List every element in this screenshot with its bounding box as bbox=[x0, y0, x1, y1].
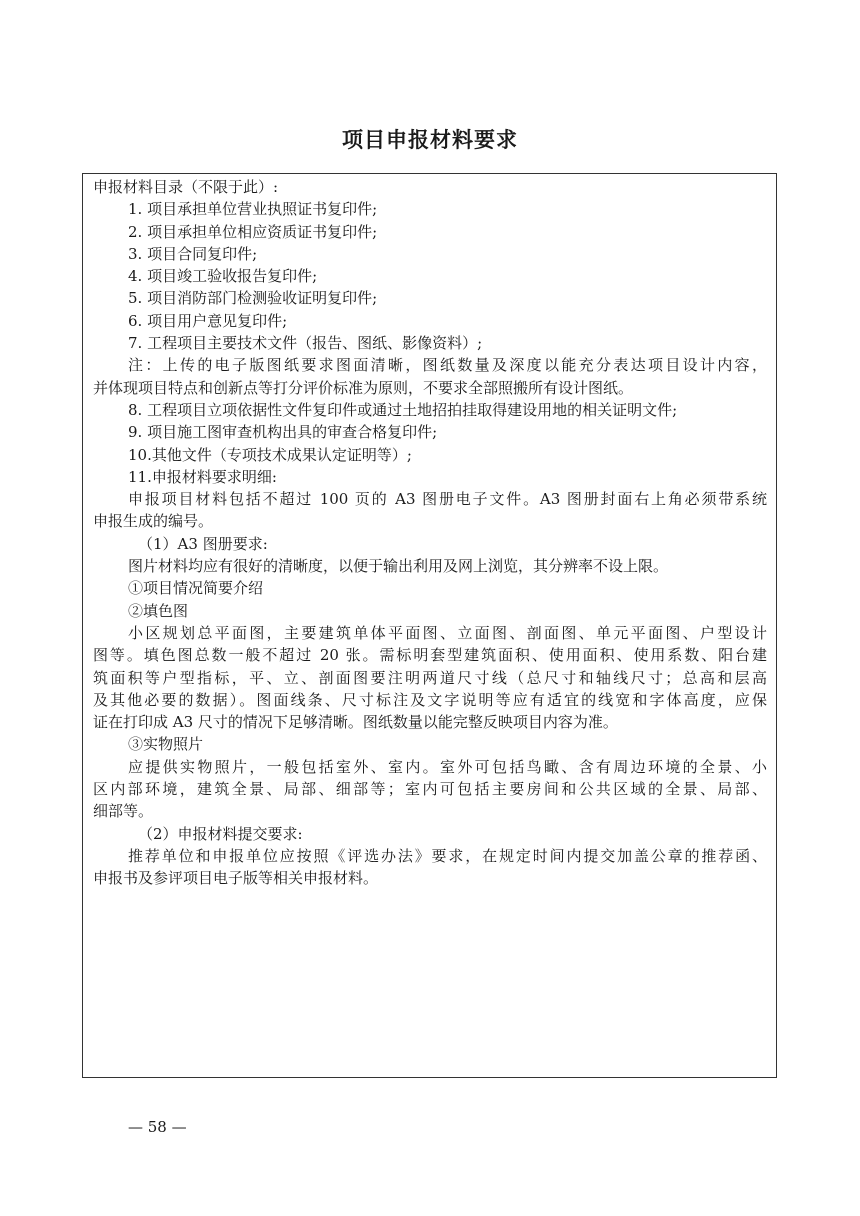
list-item: 4. 项目竣工验收报告复印件; bbox=[128, 267, 318, 286]
paragraph-text: 细部等。 bbox=[93, 802, 154, 821]
list-item: 3. 项目合同复印件; bbox=[128, 244, 258, 263]
note-text: 注：上传的电子版图纸要求图面清晰，图纸数量及深度以能充分表达项目设计内容， bbox=[128, 356, 767, 375]
list-item: 11.申报材料要求明细: bbox=[128, 467, 277, 486]
requirements-content bbox=[93, 176, 767, 890]
paragraph-text: 应提供实物照片，一般包括室外、室内。室外可包括鸟瞰、含有周边环境的全景、小 bbox=[128, 757, 767, 776]
list-item: 10.其他文件（专项技术成果认定证明等）; bbox=[128, 445, 412, 464]
subsection-item: ②填色图 bbox=[128, 601, 189, 620]
list-item: 7. 工程项目主要技术文件（报告、图纸、影像资料）; bbox=[128, 334, 483, 353]
paragraph-text: 申报书及参评项目电子版等相关申报材料。 bbox=[93, 869, 379, 888]
paragraph-text: 推荐单位和申报单位应按照《评选办法》要求，在规定时间内提交加盖公章的推荐函、 bbox=[128, 846, 767, 865]
list-item: 1. 项目承担单位营业执照证书复印件; bbox=[128, 200, 378, 219]
page-title: 项目申报材料要求 bbox=[342, 128, 518, 152]
list-item: 8. 工程项目立项依据性文件复印件或通过土地招拍挂取得建设用地的相关证明文件; bbox=[128, 400, 678, 419]
paragraph-text: 申报项目材料包括不超过 100 页的 A3 图册电子文件。A3 图册封面右上角必须带系统 bbox=[128, 490, 767, 509]
list-item: 6. 项目用户意见复印件; bbox=[128, 311, 288, 330]
subsection-item: ③实物照片 bbox=[128, 735, 204, 754]
paragraph-text: 筑面积等户型指标，平、立、剖面图要注明两道尺寸线（总尺寸和轴线尺寸；总高和层高 bbox=[93, 668, 767, 687]
paragraph-text: 申报生成的编号。 bbox=[93, 512, 214, 531]
paragraph-text: 图等。填色图总数一般不超过 20 张。需标明套型建筑面积、使用面积、使用系数、阳台建 bbox=[93, 646, 767, 665]
list-item: 5. 项目消防部门检测验收证明复印件; bbox=[128, 289, 378, 308]
requirements-table bbox=[82, 173, 777, 1078]
list-item: 9. 项目施工图审查机构出具的审查合格复印件; bbox=[128, 423, 438, 442]
paragraph-text: 区内部环境，建筑全景、局部、细部等；室内可包括主要房间和公共区域的全景、局部、 bbox=[93, 780, 767, 799]
subsection-heading: （1）A3 图册要求: bbox=[138, 534, 268, 553]
list-item: 2. 项目承担单位相应资质证书复印件; bbox=[128, 222, 378, 241]
paragraph-text: 证在打印成 A3 尺寸的情况下足够清晰。图纸数量以能完整反映项目内容为准。 bbox=[93, 713, 618, 732]
subsection-heading: （2）申报材料提交要求: bbox=[138, 824, 303, 843]
subsection-item: ①项目情况简要介绍 bbox=[128, 579, 264, 598]
note-text: 并体现项目特点和创新点等打分评价标准为原则，不要求全部照搬所有设计图纸。 bbox=[93, 378, 634, 397]
paragraph-text: 及其他必要的数据）。图面线条、尺寸标注及文字说明等应有适宜的线宽和字体高度，应保 bbox=[93, 690, 767, 709]
page-number: — 58 — bbox=[128, 1118, 187, 1136]
paragraph-text: 小区规划总平面图，主要建筑单体平面图、立面图、剖面图、单元平面图、户型设计 bbox=[128, 623, 767, 642]
section-heading: 申报材料目录（不限于此）: bbox=[93, 178, 279, 196]
paragraph-text: 图片材料均应有很好的清晰度，以便于输出利用及网上浏览，其分辨率不设上限。 bbox=[128, 557, 669, 576]
